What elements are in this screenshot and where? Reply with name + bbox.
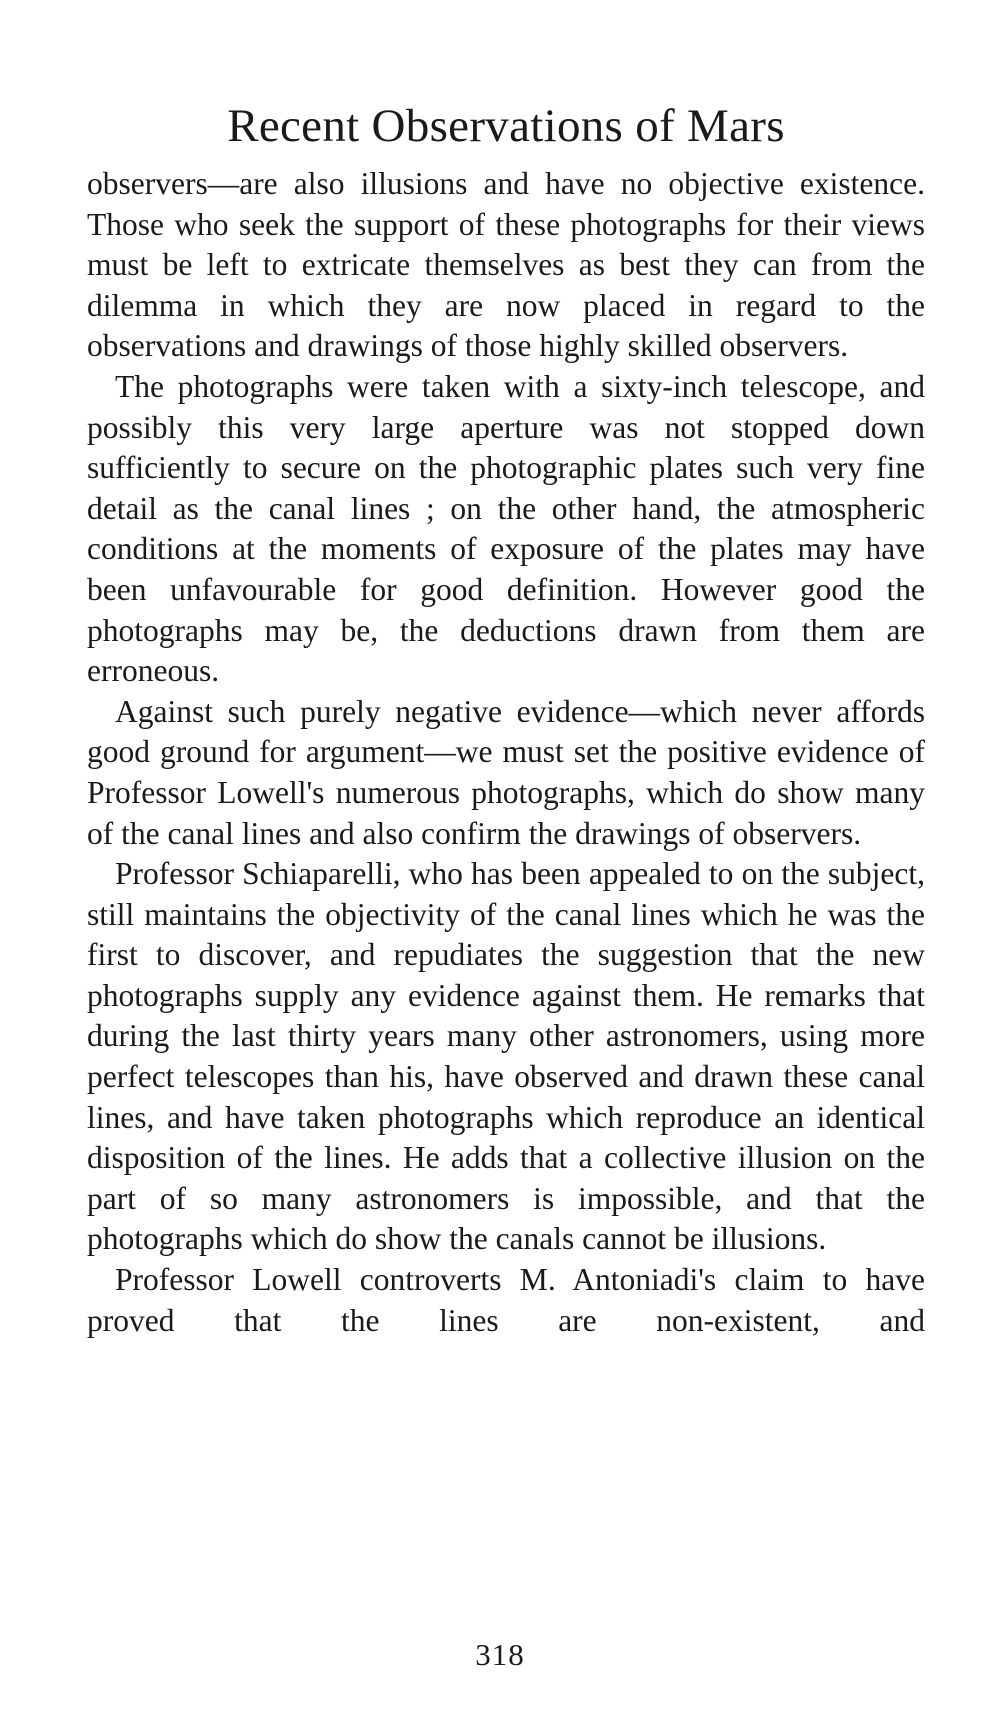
paragraph-negative-evidence: Against such purely negative evidence—which never affords good ground for argument—we must set the positive evidence of Professor Lowell's numerous photographs, which do show many of the canal lines and also confirm the drawings of observers. xyxy=(87,693,925,851)
paragraph-continued: observers—are also illusions and have no objective existence. Those who seek the support of these photographs for their views must be left to extricate themselves as best they can from the dilemma in which they are now placed in regard to the observations and drawings of those highly skilled observers. xyxy=(87,166,925,364)
page-body xyxy=(87,96,925,1341)
paragraph-lowell: Professor Lowell controverts M. Antoniadi's claim to have proved that the lines are non-existent, and xyxy=(87,1262,925,1338)
paragraph-photographs: The photographs were taken with a sixty-inch telescope, and possibly this very large aperture was not stopped down sufficiently to secure on the photographic plates such very fine detail as the canal lines ; on the other hand, the atmospheric conditions at the moments of exposure of the plates may have been unfavourable for good definition. However good the photographs may be, the deductions drawn from them are erroneous. xyxy=(87,368,925,689)
running-title: Recent Observations of Mars xyxy=(227,100,785,152)
paragraph-schiaparelli: Professor Schiaparelli, who has been appealed to on the subject, still maintains the objectivity of the canal lines which he was the first to discover, and repudiates the suggestion that the new photographs supply any evidence against them. He remarks that during the last thirty years many other astronomers, using more perfect telescopes than his, have observed and drawn these canal lines, and have taken photographs which reproduce an identical disposition of the lines. He adds that a collective illusion on the part of so many astronomers is impossible, and that the photographs which do show the canals cannot be illusions. xyxy=(87,856,925,1257)
page-number: 318 xyxy=(475,1637,525,1672)
